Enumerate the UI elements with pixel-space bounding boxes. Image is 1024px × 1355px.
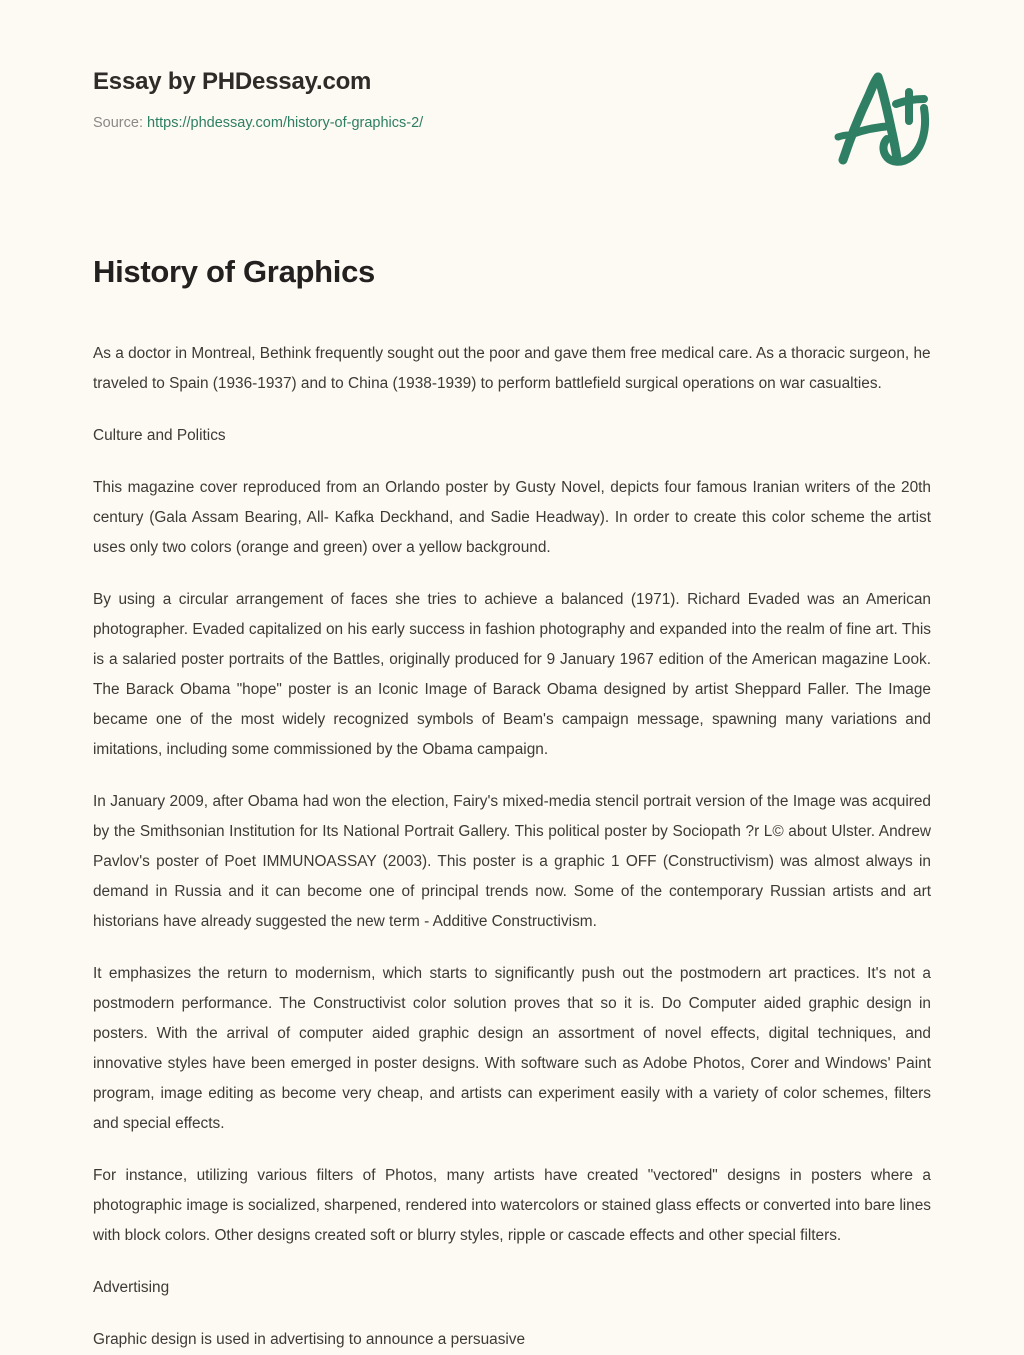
section-heading-culture-and-politics: Culture and Politics [93,427,226,445]
header-text-block [93,68,423,133]
section-heading-advertising: Advertising [93,1279,170,1297]
paragraph: It emphasizes the return to modernism, which starts to significantly push out the postmodern art practices. It's not a postmodern performance. The Constructivist color solution proves that so it is. Do Computer aided graphic design in posters. With the arrival of computer aided graphic design an assortment of novel effects, digital techniques, and innovative styles have been emerged in poster designs. With software such as Adobe Photos, Corer and Windows' Paint program, image editing as become very cheap, and artists can experiment easily with a variety of color schemes, filters and special effects. [93,965,931,1133]
paragraph: Graphic design is used in advertising to announce a persuasive [93,1331,526,1349]
paragraph: In January 2009, after Obama had won the election, Fairy's mixed-media stencil portrait version of the Image was acquired by the Smithsonian Institution for Its National Portrait Gallery. This political poster by Sociopath ?r L© about Ulster. Andrew Pavlov's poster of Poet IMMUNOASSAY (2003). This poster is a graphic 1 OFF (Constructivism) was almost always in demand in Russia and it can become one of principal trends now. Some of the contemporary Russian artists and art historians have already suggested the new term - Additive Constructivism. [93,793,931,931]
paragraph: By using a circular arrangement of faces she tries to achieve a balanced (1971). Richard Evaded was an American photographer. Evaded capitalized on his early success in fashion photography and expanded into the realm of fine art. This is a salaried poster portraits of the Battles, originally produced for 9 January 1967 edition of the American magazine Look. The Barack Obama "hope" poster is an Iconic Image of Barack Obama designed by artist Sheppard Faller. The Image became one of the most widely recognized symbols of Beam's campaign message, spawning many variations and imitations, including some commissioned by the Obama campaign. [93,591,931,759]
brand-title: Essay by PHDessay.com [93,68,372,95]
article-body [93,339,931,1355]
page-title: History of Graphics [93,254,375,289]
source-line [93,114,423,133]
article-content [0,253,1024,1355]
paragraph: This magazine cover reproduced from an Orlando poster by Gusty Novel, depicts four famous Iranian writers of the 20th century (Gala Assam Bearing, All- Kafka Deckhand, and Sadie Headway). In order to create this color scheme the artist uses only two colors (orange and green) over a yellow background. [93,479,931,557]
source-link[interactable]: https://phdessay.com/history-of-graphics-2/ [147,114,424,131]
paragraph: For instance, utilizing various filters of Photos, many artists have created "vectored" designs in posters where a photographic image is socialized, sharpened, rendered into watercolors or stained glass effects or converted into bare lines with block colors. Other designs created soft or blurry styles, ripple or cascade effects and other special filters. [93,1167,931,1245]
paragraph: As a doctor in Montreal, Bethink frequently sought out the poor and gave them free medical care. As a thoracic surgeon, he traveled to Spain (1936-1937) and to China (1938-1939) to perform battlefield surgical operations on war casualties. [93,345,931,393]
source-label: Source: [93,114,143,131]
page-header [0,0,1024,172]
a-plus-logo-icon [825,64,937,172]
